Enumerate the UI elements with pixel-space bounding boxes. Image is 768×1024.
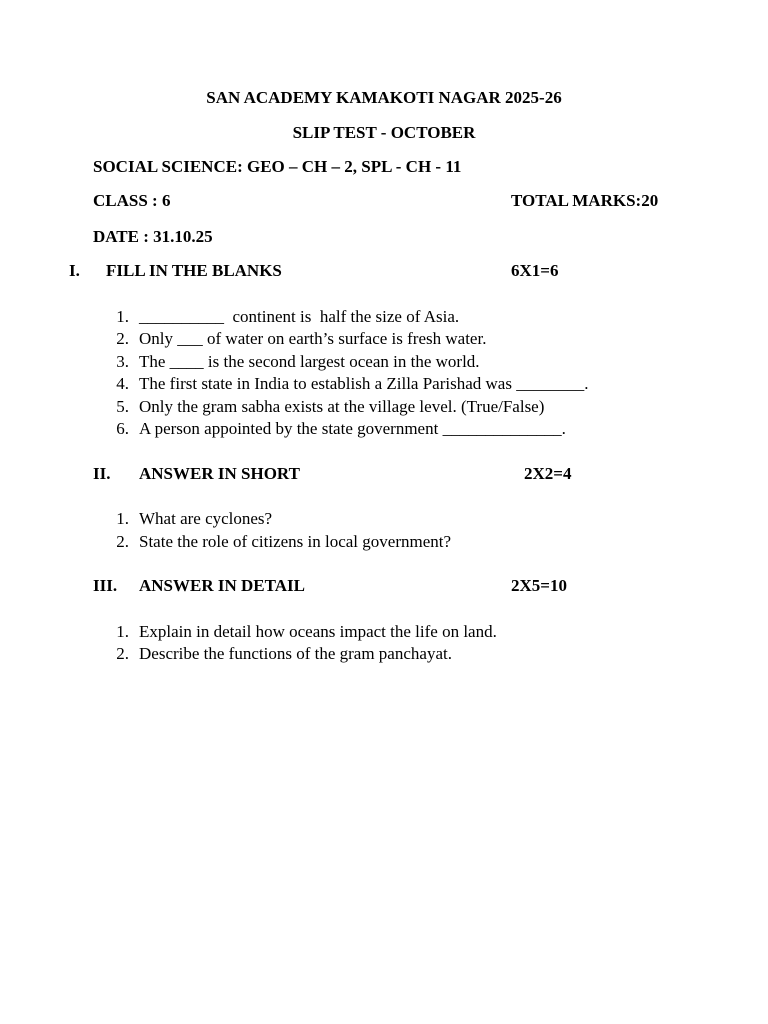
question-text: __________ continent is half the size of Asia. — [139, 307, 460, 326]
question-text: What are cyclones? — [139, 509, 273, 528]
section-marks: 2X5=10 — [511, 576, 567, 595]
question-text: A person appointed by the state government ______________. — [139, 419, 566, 438]
section-numeral: III. — [93, 576, 118, 595]
test-title: SLIP TEST - OCTOBER — [292, 123, 476, 142]
question-text: Describe the functions of the gram panchayat. — [139, 644, 452, 663]
question-text: Explain in detail how oceans impact the life on land. — [139, 622, 497, 641]
section-title: FILL IN THE BLANKS — [106, 261, 282, 280]
question-number: 5. — [116, 397, 129, 416]
class-label: CLASS : 6 — [93, 191, 171, 210]
subject-line: SOCIAL SCIENCE: GEO – CH – 2, SPL - CH - 11 — [93, 157, 462, 176]
question-number: 2. — [116, 532, 129, 551]
question-text: State the role of citizens in local government? — [139, 532, 452, 551]
section-title: ANSWER IN SHORT — [139, 464, 300, 483]
question-text: The ____ is the second largest ocean in the world. — [139, 352, 480, 371]
school-title: SAN ACADEMY KAMAKOTI NAGAR 2025-26 — [206, 88, 562, 107]
section-marks: 6X1=6 — [511, 261, 559, 280]
question-number: 2. — [116, 329, 129, 348]
question-number: 1. — [116, 622, 129, 641]
question-number: 6. — [116, 419, 129, 438]
question-text: Only ___ of water on earth’s surface is fresh water. — [139, 329, 487, 348]
section-numeral: II. — [93, 464, 111, 483]
section-marks: 2X2=4 — [524, 464, 572, 483]
question-text: Only the gram sabha exists at the village level. (True/False) — [139, 397, 545, 416]
question-number: 4. — [116, 374, 129, 393]
question-number: 1. — [116, 307, 129, 326]
section-title: ANSWER IN DETAIL — [139, 576, 305, 595]
question-number: 1. — [116, 509, 129, 528]
question-text: The first state in India to establish a Zilla Parishad was ________. — [139, 374, 589, 393]
question-number: 2. — [116, 644, 129, 663]
total-marks: TOTAL MARKS:20 — [511, 191, 659, 210]
date-line: DATE : 31.10.25 — [93, 227, 213, 246]
question-number: 3. — [116, 352, 129, 371]
section-numeral: I. — [69, 261, 80, 280]
